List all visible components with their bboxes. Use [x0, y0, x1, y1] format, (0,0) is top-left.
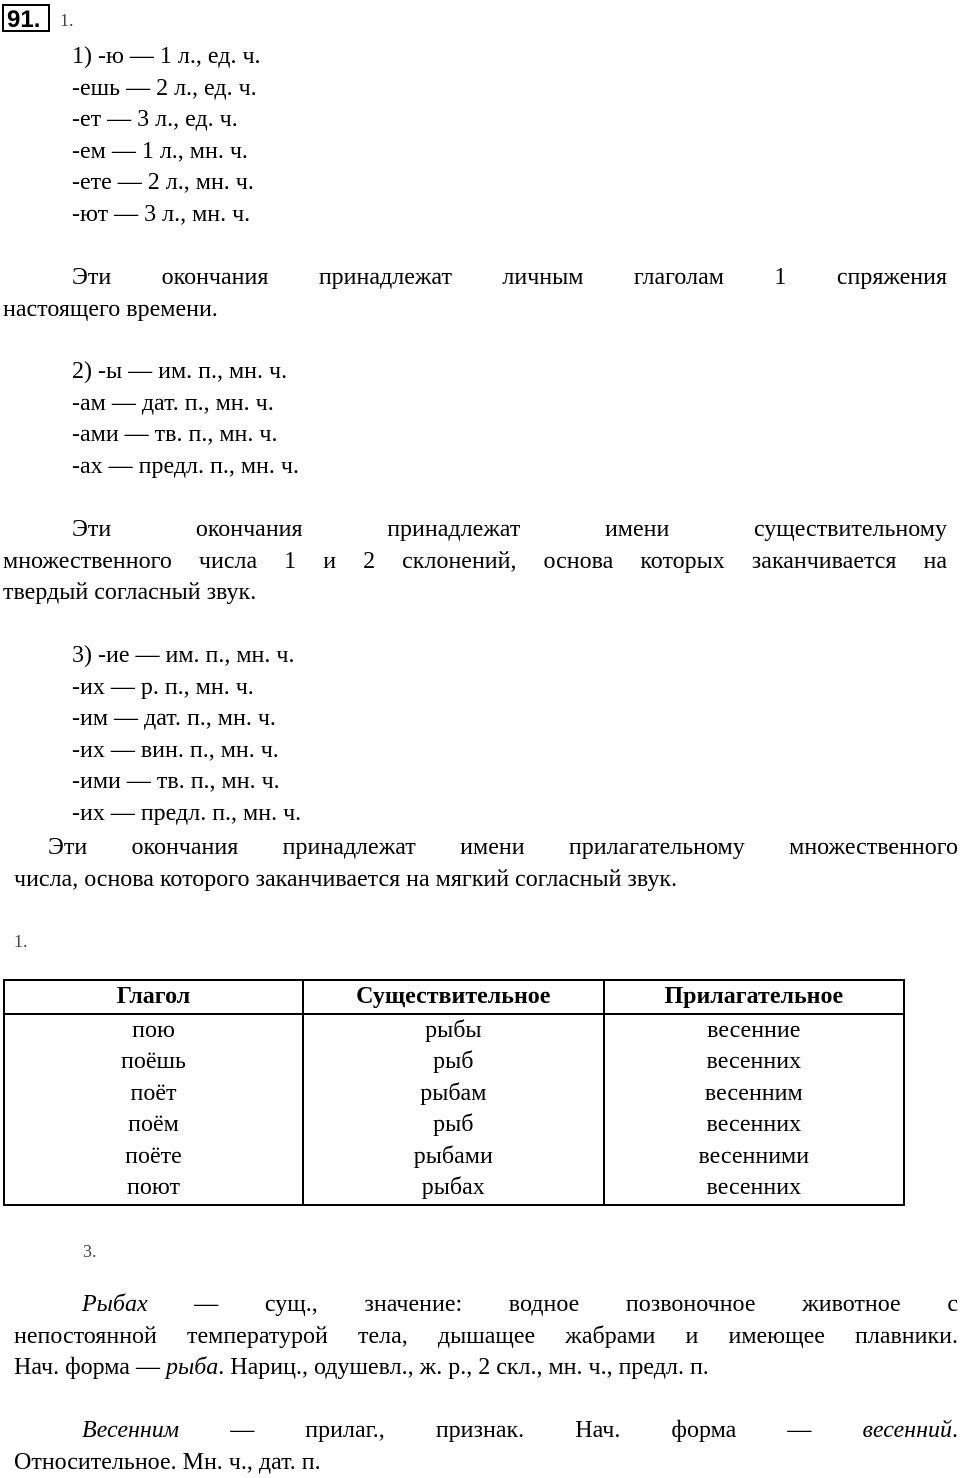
paragraph-1: [3, 262, 947, 325]
list-item: -ими — тв. п., мн. ч.: [72, 766, 301, 798]
table-cell: весенних: [604, 1046, 904, 1078]
list-item: -ам — дат. п., мн. ч.: [72, 388, 299, 420]
column-header-adjective: Прилагательное: [604, 980, 904, 1014]
task-number: 91.: [7, 6, 40, 33]
paragraph-5: [14, 1415, 958, 1478]
list-item: -их — вин. п., мн. ч.: [72, 735, 301, 767]
table-cell: рыбам: [303, 1078, 604, 1110]
paragraph-4: [14, 1289, 958, 1384]
table-cell: поёте: [4, 1141, 303, 1173]
table-cell: рыбах: [303, 1172, 604, 1205]
paragraph-line: множественного числа 1 и 2 склонений, основа которых заканчивается на: [3, 546, 947, 578]
list-item: -ешь — 2 л., ед. ч.: [72, 73, 261, 105]
task-number-box: [2, 4, 50, 32]
table-row: [4, 1046, 904, 1078]
table-cell: рыб: [303, 1046, 604, 1078]
list-item: 1) -ю — 1 л., ед. ч.: [72, 41, 261, 73]
column-header-verb: Глагол: [4, 980, 303, 1014]
list-item: -ет — 3 л., ед. ч.: [72, 104, 261, 136]
table-cell: рыб: [303, 1109, 604, 1141]
paragraph-line: Эти окончания принадлежат личным глаголам 1 спряжения: [3, 262, 947, 294]
table-cell: рыбами: [303, 1141, 604, 1173]
table-cell: поёт: [4, 1078, 303, 1110]
paragraph-line: [14, 1352, 958, 1384]
paragraph-line: [14, 1415, 958, 1447]
paragraph-line: числа, основа которого заканчивается на мягкий согласный звук.: [14, 864, 958, 896]
table-cell: рыбы: [303, 1014, 604, 1047]
list-item: -их — предл. п., мн. ч.: [72, 798, 301, 830]
endings-list-2: [72, 356, 299, 482]
list-item: -им — дат. п., мн. ч.: [72, 703, 301, 735]
endings-list-3: [72, 640, 301, 829]
table-row: [4, 1078, 904, 1110]
part3-label: 3.: [83, 1236, 97, 1268]
list-item: 2) -ы — им. п., мн. ч.: [72, 356, 299, 388]
paragraph-text: .: [952, 1417, 958, 1443]
list-item: -ем — 1 л., мн. ч.: [72, 136, 261, 168]
list-item: -ами — тв. п., мн. ч.: [72, 419, 299, 451]
paragraph-line: твердый согласный звук.: [3, 577, 947, 609]
list-item: -их — р. п., мн. ч.: [72, 672, 301, 704]
table-cell: пою: [4, 1014, 303, 1047]
analyzed-word: Рыбах: [82, 1291, 148, 1317]
endings-list-1: [72, 41, 261, 230]
table-cell: весенних: [604, 1172, 904, 1205]
paragraph-text: — сущ., значение: водное позвоночное животное с: [148, 1291, 958, 1317]
list-item: -ах — предл. п., мн. ч.: [72, 451, 299, 483]
paragraph-text: . Нариц., одушевл., ж. р., 2 скл., мн. ч., предл. п.: [218, 1354, 709, 1380]
paragraph-text: — прилаг., признак. Нач. форма —: [179, 1417, 862, 1443]
paragraph-line: настоящего времени.: [3, 294, 947, 326]
paragraph-line: Относительное. Мн. ч., дат. п.: [14, 1447, 958, 1478]
initial-form: рыба: [166, 1354, 218, 1380]
paragraph-line: непостоянной температурой тела, дышащее жабрами и имеющее плавники.: [14, 1321, 958, 1353]
table-row: [4, 1172, 904, 1205]
part1-label: 1.: [60, 5, 74, 37]
table-header-row: [4, 980, 904, 1014]
paragraph-3: [14, 832, 958, 895]
list-item: 3) -ие — им. п., мн. ч.: [72, 640, 301, 672]
analyzed-word: Весенним: [82, 1417, 179, 1443]
list-item: -ют — 3 л., мн. ч.: [72, 199, 261, 231]
table-row: [4, 1141, 904, 1173]
initial-form: весенний: [862, 1417, 952, 1443]
part2-label: 1.: [14, 926, 28, 958]
table-row: [4, 1109, 904, 1141]
table-cell: весенних: [604, 1109, 904, 1141]
paragraph-2: [3, 514, 947, 609]
column-header-noun: Существительное: [303, 980, 604, 1014]
table-cell: поём: [4, 1109, 303, 1141]
table-cell: поют: [4, 1172, 303, 1205]
paragraph-text: Нач. форма —: [14, 1354, 166, 1380]
table-cell: весенним: [604, 1078, 904, 1110]
table-cell: поёшь: [4, 1046, 303, 1078]
list-item: -ете — 2 л., мн. ч.: [72, 167, 261, 199]
paragraph-line: [14, 1289, 958, 1321]
paragraph-line: Эти окончания принадлежат имени прилагательному множественного: [14, 832, 958, 864]
table-cell: весенними: [604, 1141, 904, 1173]
table-row: [4, 1014, 904, 1047]
table-cell: весенние: [604, 1014, 904, 1047]
word-forms-table: [3, 979, 905, 1206]
paragraph-line: Эти окончания принадлежат имени существительному: [3, 514, 947, 546]
